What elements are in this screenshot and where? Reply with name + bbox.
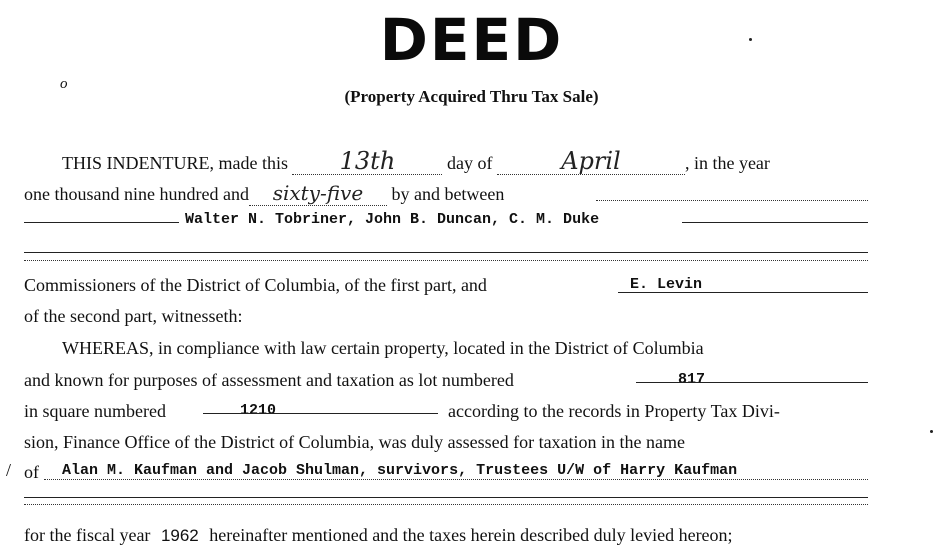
year-field	[249, 182, 387, 206]
witnesseth-line: of the second part, witnesseth:	[24, 306, 243, 326]
owners-rule	[44, 479, 868, 480]
year-label: , in the year	[684, 153, 770, 173]
commissioner-names: Walter N. Tobriner, John B. Duncan, C. M. Duke	[185, 211, 600, 228]
day-field	[292, 147, 442, 175]
lot-number: 817	[678, 371, 706, 388]
owners-prefix: of	[24, 462, 39, 482]
square-line-prefix: in square numbered	[24, 401, 166, 421]
second-party-rule	[618, 292, 868, 293]
owners-names: Alan M. Kaufman and Jacob Shulman, survivors, Trustees U/W of Harry Kaufman	[62, 462, 738, 479]
deed-subtitle: (Property Acquired Thru Tax Sale)	[344, 87, 599, 106]
lot-line	[24, 369, 514, 391]
between-label: by and between	[391, 184, 505, 204]
square-rule	[203, 413, 438, 414]
between-fill-line	[596, 200, 868, 201]
names-rule-left	[24, 222, 179, 223]
year-prefix: one thousand nine hundred and	[24, 184, 249, 204]
square-line-suffix: according to the records in Property Tax Divi-	[448, 401, 780, 421]
whereas-line: WHEREAS, in compliance with law certain property, located in the District of Columbia	[62, 338, 704, 358]
day-handwritten: 13th	[339, 147, 396, 175]
year-line	[24, 182, 504, 206]
indenture-prefix: THIS INDENTURE, made this	[62, 153, 288, 173]
indenture-line	[62, 147, 770, 175]
first-part-line	[24, 274, 487, 296]
blank-rule-1	[24, 252, 868, 253]
assessed-line: sion, Finance Office of the District of Columbia, was duly assessed for taxation in the name	[24, 432, 686, 452]
scan-speck	[930, 430, 933, 433]
scan-speck	[749, 38, 752, 41]
blank-rule-4	[24, 504, 868, 505]
month-handwritten: April	[561, 147, 621, 175]
year-handwritten: sixty-five	[272, 181, 364, 205]
fiscal-year-line	[24, 524, 733, 547]
first-part-text: Commissioners of the District of Columbia, of the first part, and	[24, 275, 487, 295]
second-party-name: E. Levin	[630, 276, 703, 293]
fiscal-year-value: 1962	[160, 526, 199, 545]
margin-mark-left: /	[6, 460, 12, 480]
blank-rule-2	[24, 260, 868, 261]
lot-rule	[636, 382, 868, 383]
fiscal-year-suffix: hereinafter mentioned and the taxes herein described duly levied hereon;	[209, 525, 733, 545]
blank-rule-3	[24, 497, 868, 498]
fiscal-year-prefix: for the fiscal year	[24, 525, 151, 545]
deed-title: DEED	[379, 6, 564, 74]
margin-mark-top: o	[60, 76, 68, 92]
month-field	[497, 147, 685, 175]
day-of-label: day of	[446, 153, 493, 173]
lot-prefix: and known for purposes of assessment and taxation as lot numbered	[24, 370, 514, 390]
names-rule-right	[682, 222, 868, 223]
square-number: 1210	[240, 402, 277, 419]
